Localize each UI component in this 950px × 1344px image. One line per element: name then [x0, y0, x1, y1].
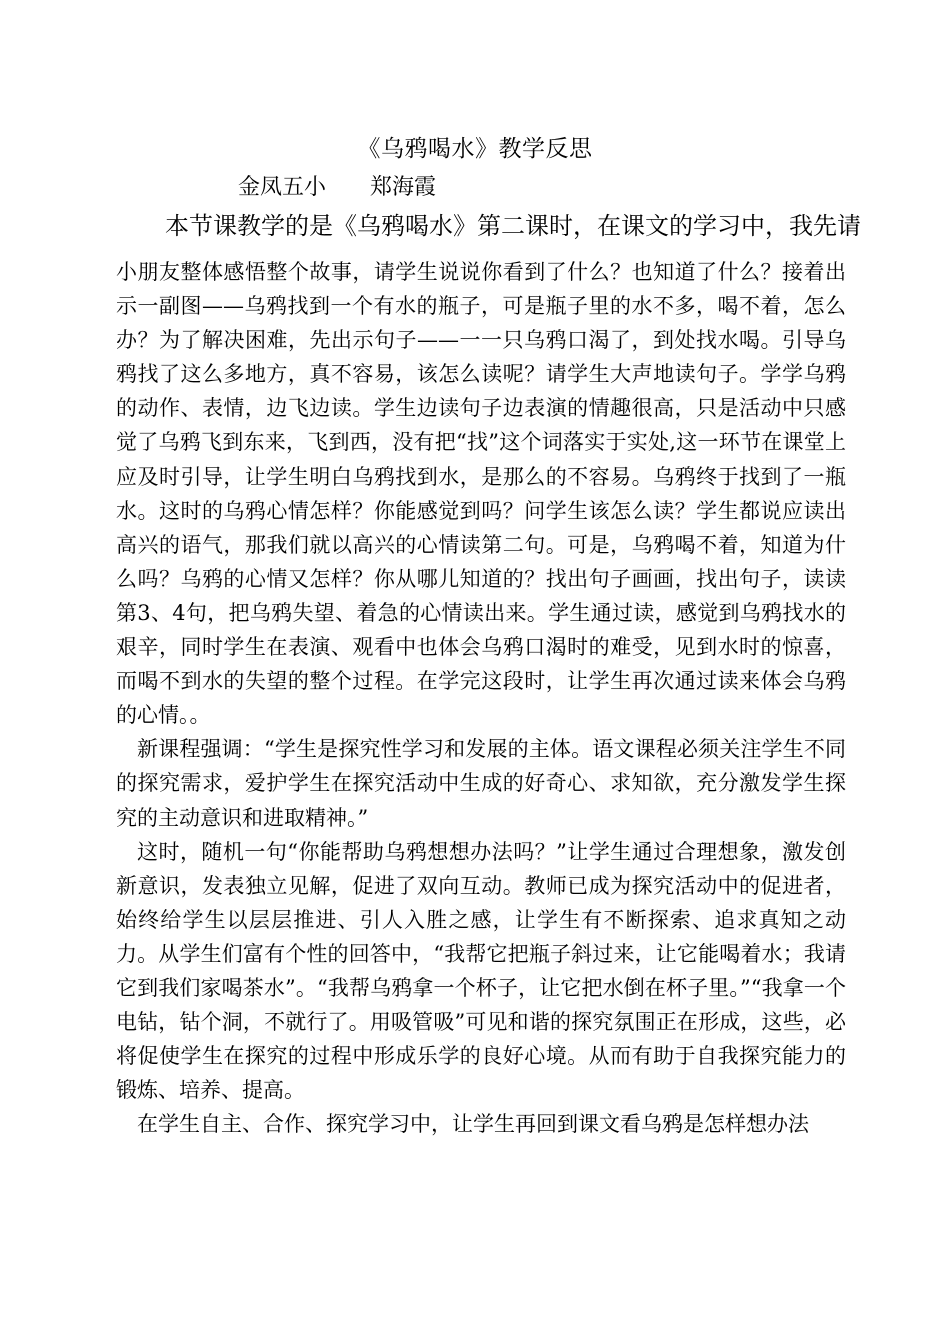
lead-line: 本节课教学的是《乌鸦喝水》第二课时，在课文的学习中，我先请	[165, 212, 861, 240]
school-name: 金凤五小	[238, 175, 327, 200]
paragraph-2: 新课程强调：“学生是探究性学习和发展的主体。语文课程必须关注学生不同的探究需求，爱护学生在探究活动中生成的好奇心、求知欲，充分激发学生探究的主动意识和进取精神。”	[116, 737, 846, 830]
paragraph-3: 这时，随机一句“你能帮助乌鸦想想办法吗？”让学生通过合理想象，激发创新意识，发表独立见解，促进了双向互动。教师已成为探究活动中的促进者，始终给学生以层层推进、引人入胜之感，让学生有不断探索、追求真知之动力。从学生们富有个性的回答中，“我帮它把瓶子斜过来，让它能喝着水；我请它到我们家喝茶水”。“我帮乌鸦拿一个杯子，让它把水倒在杯子里。”“我拿一个电钻，钻个洞，不就行了。用吸管吸”可见和谐的探究氛围正在形成，这些，必将促使学生在探究的过程中形成乐学的良好心境。从而有助于自我探究能力的锻炼、培养、提高。	[116, 839, 846, 1103]
author-name: 郑海霞	[370, 175, 437, 200]
byline	[238, 171, 436, 205]
paragraph-4: 在学生自主、合作、探究学习中，让学生再回到课文看乌鸦是怎样想办法	[137, 1112, 809, 1137]
paragraph-1: 小朋友整体感悟整个故事，请学生说说你看到了什么？也知道了什么？接着出示一副图——乌鸦找到一个有水的瓶子，可是瓶子里的水不多，喝不着，怎么办？为了解决困难，先出示句子——一一只乌鸦口渴了，到处找水喝。引导乌鸦找了这么多地方，真不容易，该怎么读呢？请学生大声地读句子。学学乌鸦的动作、表情，边飞边读。学生边读句子边表演的情趣很高，只是活动中只感觉了乌鸦飞到东来，飞到西，没有把“找”这个词落实于实处,这一环节在课堂上应及时引导，让学生明白乌鸦找到水，是那么的不容易。乌鸦终于找到了一瓶水。这时的乌鸦心情怎样？你能感觉到吗？问学生该怎么读？学生都说应读出高兴的语气，那我们就以高兴的心情读第二句。可是，乌鸦喝不着，知道为什么吗？乌鸦的心情又怎样？你从哪儿知道的？找出句子画画，找出句子，读读第3、4句，把乌鸦失望、着急的心情读出来。学生通过读，感觉到乌鸦找水的艰辛，同时学生在表演、观看中也体会乌鸦口渴时的难受，见到水时的惊喜，而喝不到水的失望的整个过程。在学完这段时，让学生再次通过读来体会乌鸦的心情。。	[116, 260, 846, 728]
body-text	[116, 255, 846, 1141]
document-title: 《乌鸦喝水》教学反思	[357, 136, 593, 162]
